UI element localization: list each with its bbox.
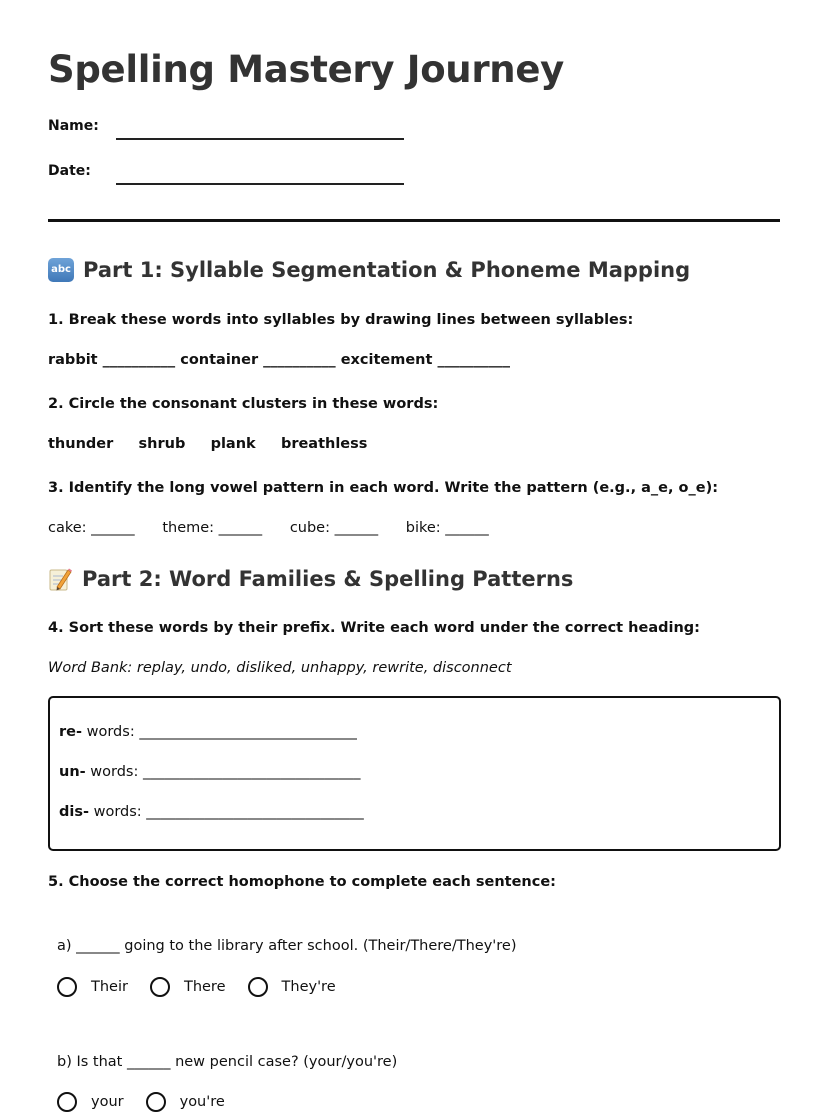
q5b-sentence: b) Is that ______ new pencil case? (your/you're) — [57, 1054, 398, 1070]
q3-item: cube: ______ — [289, 520, 379, 536]
word-bank: Word Bank: replay, undo, disliked, unhappy, rewrite, disconnect — [48, 660, 512, 676]
q5a-options — [57, 977, 358, 997]
question-1: 1. Break these words into syllables by drawing lines between syllables: — [48, 312, 634, 328]
prefix-answer-line: words: ______________________________ — [89, 804, 364, 820]
abc-icon: abc — [48, 258, 74, 282]
q1-word: excitement __________ — [340, 352, 510, 368]
date-line[interactable] — [116, 183, 404, 185]
header-divider — [48, 219, 780, 222]
prefix-label: re- — [59, 724, 83, 740]
q3-item: cake: ______ — [48, 520, 135, 536]
prefix-row-dis[interactable] — [59, 804, 364, 820]
question-3: 3. Identify the long vowel pattern in each word. Write the pattern (e.g., a_e, o_e): — [48, 480, 719, 496]
question-2: 2. Circle the consonant clusters in these words: — [48, 396, 439, 412]
part1-heading — [48, 258, 690, 282]
q2-word[interactable]: shrub — [138, 436, 186, 452]
radio-label[interactable]: your — [91, 1094, 124, 1110]
radio-label[interactable]: Their — [91, 979, 128, 995]
prefix-row-re[interactable] — [59, 724, 357, 740]
q3-items — [48, 520, 489, 536]
q3-item: bike: ______ — [405, 520, 489, 536]
q2-word[interactable]: plank — [210, 436, 256, 452]
prefix-label: un- — [59, 764, 86, 780]
radio-button[interactable] — [146, 1092, 166, 1112]
q2-words — [48, 436, 367, 452]
part2-heading-text: Part 2: Word Families & Spelling Patterns — [82, 567, 574, 591]
date-label: Date: — [48, 163, 91, 179]
q1-word: container __________ — [180, 352, 336, 368]
prefix-sort-box — [48, 696, 781, 851]
name-line[interactable] — [116, 138, 404, 140]
prefix-answer-line: words: ______________________________ — [82, 724, 357, 740]
radio-label[interactable]: There — [183, 979, 226, 995]
radio-button[interactable] — [248, 977, 268, 997]
q5a-sentence: a) ______ going to the library after school. (Their/There/They're) — [57, 938, 517, 954]
q2-word[interactable]: breathless — [280, 436, 368, 452]
question-5: 5. Choose the correct homophone to complete each sentence: — [48, 874, 556, 890]
q2-word[interactable]: thunder — [48, 436, 114, 452]
part1-heading-text: Part 1: Syllable Segmentation & Phoneme Mapping — [83, 258, 691, 282]
memo-icon — [48, 566, 72, 592]
prefix-label: dis- — [59, 804, 89, 820]
radio-button[interactable] — [57, 977, 77, 997]
radio-button[interactable] — [57, 1092, 77, 1112]
q3-item: theme: ______ — [162, 520, 263, 536]
part2-heading — [48, 566, 573, 592]
prefix-answer-line: words: ______________________________ — [85, 764, 361, 780]
name-label: Name: — [48, 118, 99, 134]
page-title: Spelling Mastery Journey — [48, 48, 564, 91]
question-4: 4. Sort these words by their prefix. Write each word under the correct heading: — [48, 620, 700, 636]
prefix-row-un[interactable] — [59, 764, 360, 780]
q5b-options — [57, 1092, 247, 1112]
q1-word: rabbit __________ — [48, 352, 176, 368]
q1-words — [48, 352, 510, 368]
radio-button[interactable] — [150, 977, 170, 997]
radio-label[interactable]: you're — [179, 1094, 225, 1110]
radio-label[interactable]: They're — [281, 979, 336, 995]
